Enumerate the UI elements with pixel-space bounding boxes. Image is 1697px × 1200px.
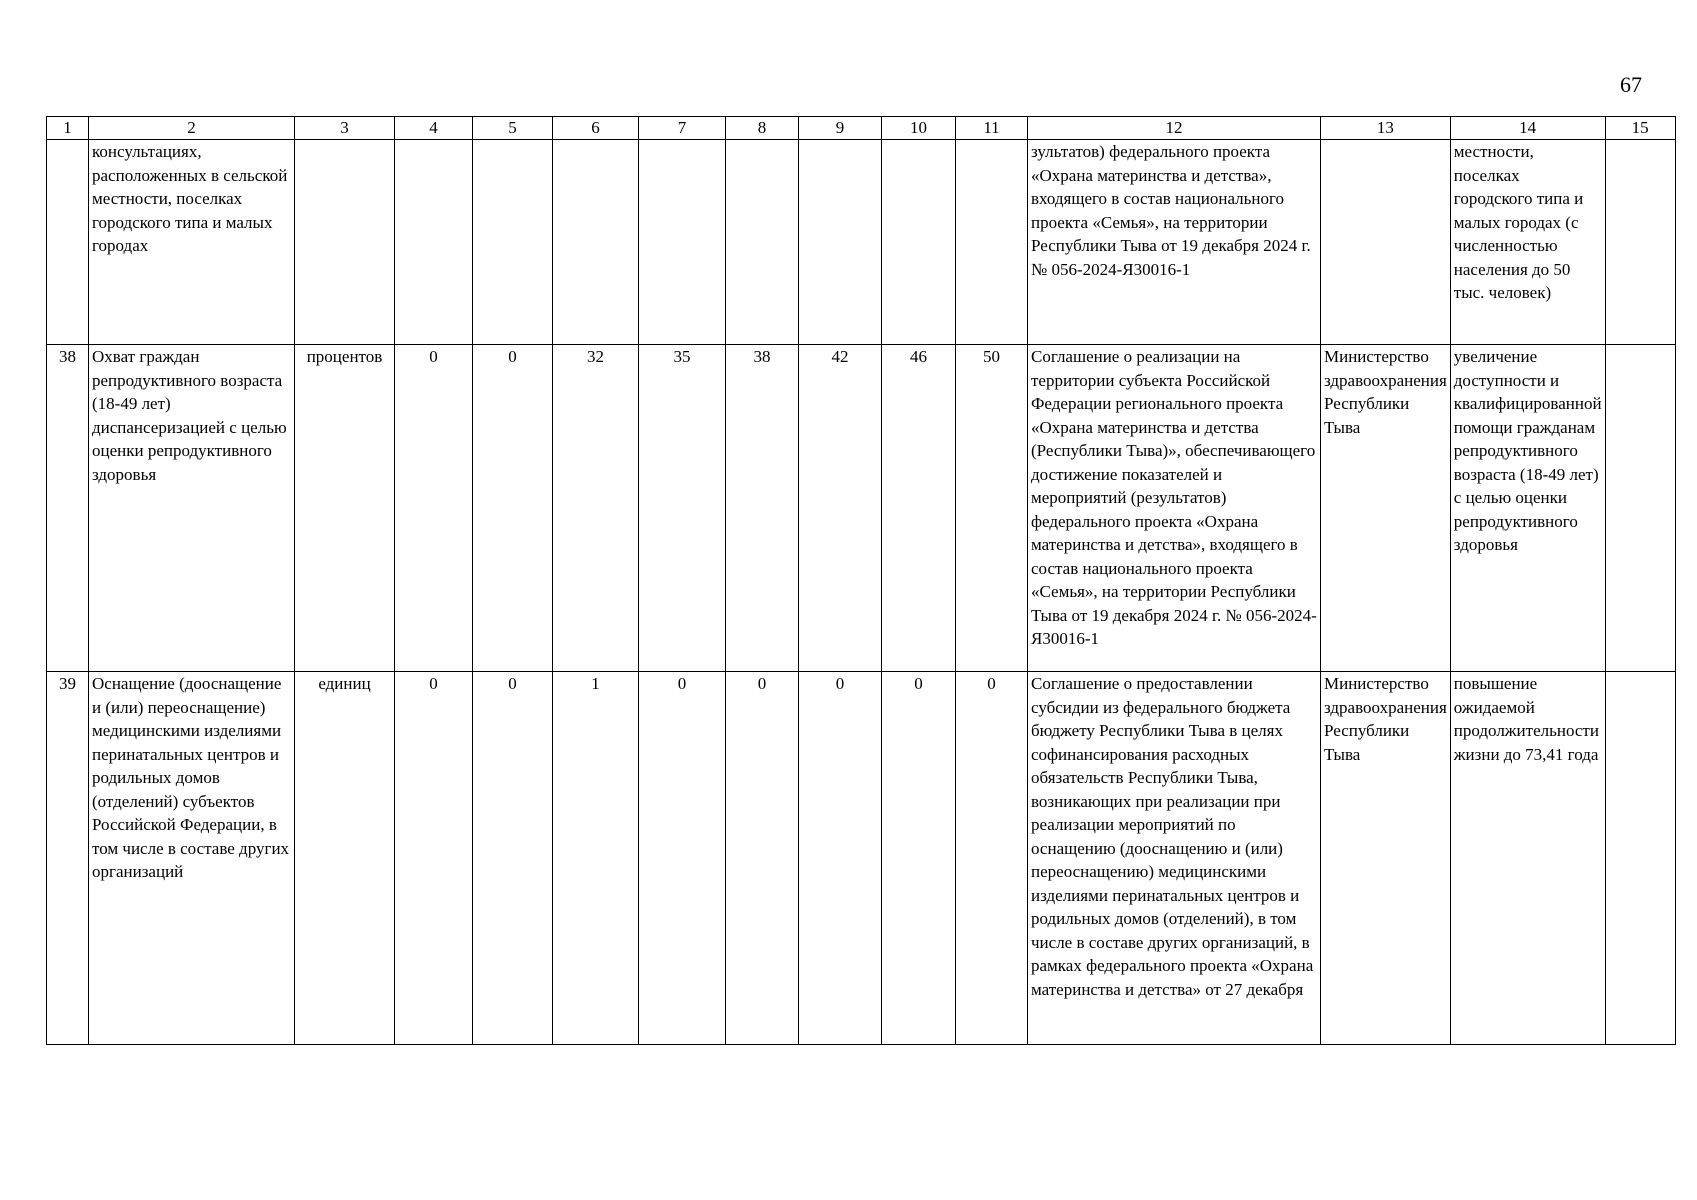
value-cell <box>553 140 639 345</box>
value-cell: 0 <box>726 672 799 1045</box>
value-cell <box>956 140 1028 345</box>
column-number: 15 <box>1605 117 1675 140</box>
row-number: 39 <box>47 672 89 1045</box>
column-number: 2 <box>89 117 295 140</box>
table-row <box>47 672 1676 1045</box>
table-row <box>47 345 1676 672</box>
column-number: 8 <box>726 117 799 140</box>
value-cell: 35 <box>639 345 726 672</box>
value-cell: 38 <box>726 345 799 672</box>
table-row <box>47 140 1676 345</box>
column-number: 3 <box>295 117 395 140</box>
column-number: 7 <box>639 117 726 140</box>
responsible-body: Министерство здравоохранения Республики Тыва <box>1321 345 1451 672</box>
column-number: 5 <box>473 117 553 140</box>
expected-result: повышение ожидаемой продолжительности жизни до 73,41 года <box>1450 672 1605 1045</box>
column-number: 11 <box>956 117 1028 140</box>
value-cell: 0 <box>473 672 553 1045</box>
unit-cell <box>295 140 395 345</box>
column-number: 14 <box>1450 117 1605 140</box>
value-cell: 0 <box>473 345 553 672</box>
value-cell <box>395 140 473 345</box>
responsible-body: Министерство здравоохранения Республики Тыва <box>1321 672 1451 1045</box>
value-cell: 0 <box>395 345 473 672</box>
value-cell <box>639 140 726 345</box>
value-cell: 50 <box>956 345 1028 672</box>
value-cell: 32 <box>553 345 639 672</box>
responsible-body <box>1321 140 1451 345</box>
column-number: 9 <box>799 117 882 140</box>
row-number <box>47 140 89 345</box>
unit-cell: единиц <box>295 672 395 1045</box>
value-cell <box>882 140 956 345</box>
value-cell: 0 <box>395 672 473 1045</box>
row-number: 38 <box>47 345 89 672</box>
column-number: 1 <box>47 117 89 140</box>
value-cell: 0 <box>956 672 1028 1045</box>
value-cell: 42 <box>799 345 882 672</box>
value-cell: 1 <box>553 672 639 1045</box>
note-cell <box>1605 672 1675 1045</box>
indicator-name: Охват граждан репродуктивного возраста (18-49 лет) диспансеризацией с целью оценки репродуктивного здоровья <box>89 345 295 672</box>
expected-result: увеличение доступности и квалифицированной помощи гражданам репродуктивного возраста (18-49 лет) с целью оценки репродуктивного здоровья <box>1450 345 1605 672</box>
document-basis: Соглашение о реализации на территории субъекта Российской Федерации регионального проекта «Охрана материнства и детства (Республики Тыва)», обеспечивающего достижение показателей и мероприятий (результатов) федерального проекта «Охрана материнства и детства», входящего в состав национального проекта «Семья», на территории Республики Тыва от 19 декабря 2024 г. № 056-2024-Я30016-1 <box>1028 345 1321 672</box>
column-number: 12 <box>1028 117 1321 140</box>
value-cell <box>799 140 882 345</box>
unit-cell: процентов <box>295 345 395 672</box>
note-cell <box>1605 345 1675 672</box>
value-cell: 0 <box>882 672 956 1045</box>
indicator-name: Оснащение (дооснащение и (или) переоснащение) медицинскими изделиями перинатальных центров и родильных домов (отделений) субъектов Российской Федерации, в том числе в составе других организаций <box>89 672 295 1045</box>
document-basis: Соглашение о предоставлении субсидии из федерального бюджета бюджету Республики Тыва в целях софинансирования расходных обязательств Республики Тыва, возникающих при реализации при реализации мероприятий по оснащению (дооснащению и (или) переоснащению) медицинскими изделиями перинатальных центров и родильных домов (отделений), в том числе в составе других организаций, в рамках федерального проекта «Охрана материнства и детства» от 27 декабря <box>1028 672 1321 1045</box>
note-cell <box>1605 140 1675 345</box>
column-number: 6 <box>553 117 639 140</box>
column-number-row <box>47 117 1676 140</box>
value-cell <box>473 140 553 345</box>
column-number: 13 <box>1321 117 1451 140</box>
expected-result: местности, поселках городского типа и малых городах (с численностью населения до 50 тыс. человек) <box>1450 140 1605 345</box>
indicators-table <box>46 116 1676 1045</box>
document-basis: зультатов) федерального проекта «Охрана материнства и детства», входящего в состав национального проекта «Семья», на территории Республики Тыва от 19 декабря 2024 г. № 056-2024-Я30016-1 <box>1028 140 1321 345</box>
value-cell: 0 <box>639 672 726 1045</box>
value-cell: 46 <box>882 345 956 672</box>
column-number: 4 <box>395 117 473 140</box>
column-number: 10 <box>882 117 956 140</box>
value-cell <box>726 140 799 345</box>
value-cell: 0 <box>799 672 882 1045</box>
indicator-name: консультациях, расположенных в сельской местности, поселках городского типа и малых городах <box>89 140 295 345</box>
page-number: 67 <box>1620 72 1642 97</box>
